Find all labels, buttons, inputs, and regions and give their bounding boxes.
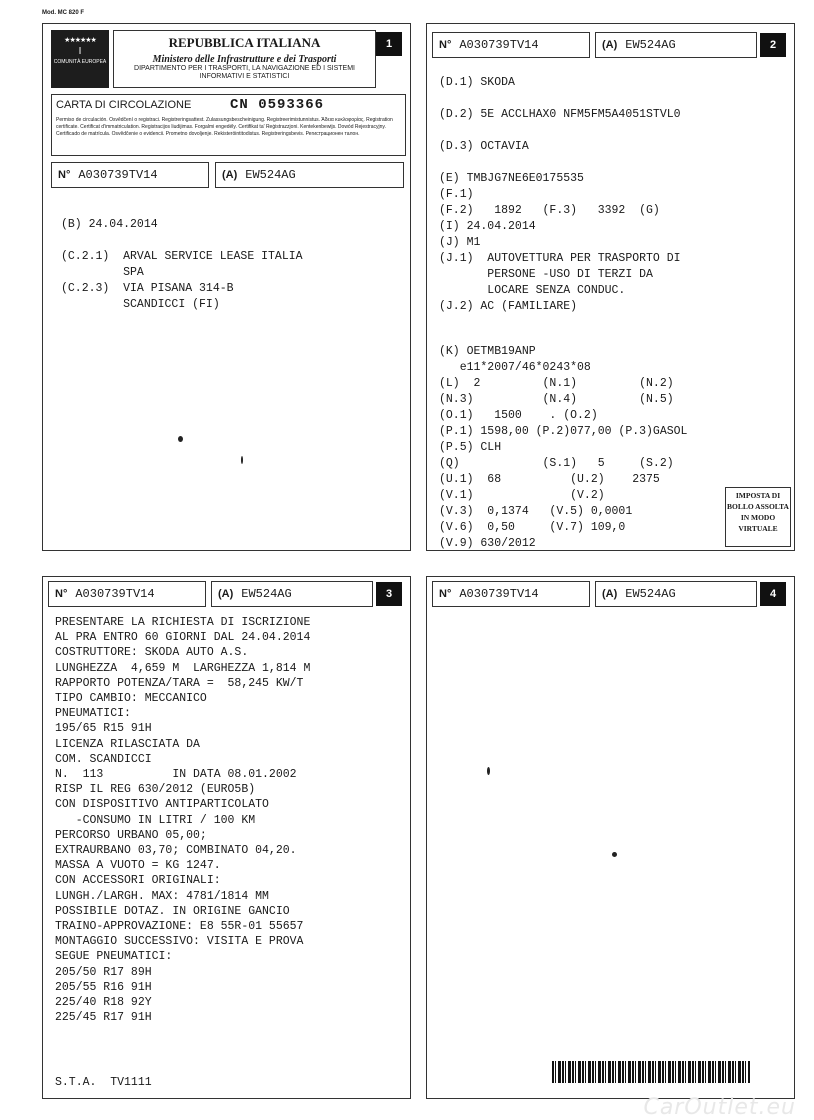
n-box xyxy=(48,581,206,607)
panel-2 xyxy=(426,23,795,551)
barcode xyxy=(552,1061,750,1083)
n-label: N° xyxy=(55,588,68,600)
ministry-title: Ministero delle Infrastrutture e dei Trasporti xyxy=(152,54,337,65)
ink-spot xyxy=(487,767,490,775)
a-value: EW524AG xyxy=(625,38,676,52)
panel-1 xyxy=(42,23,411,551)
a-value: EW524AG xyxy=(245,168,296,182)
panel-number: 2 xyxy=(760,33,786,57)
department-title: DIPARTIMENTO PER I TRASPORTI, LA NAVIGAZIONE ED I SISTEMI INFORMATIVI E STATISTICI xyxy=(134,65,355,80)
vehicle-data-lower: (K) OETMB19ANP e11*2007/46*0243*08 (L) 2 (N.1) (N.2) (N.3) (N.4) (N.5) (O.1) 1500 . (O.2) (P.1) 1598,00 (P.2)077,00 (P.3)GASOL (P.5) CLH (Q) (S.1) 5 (S.2) (U.1) 68 (U.2) 2375 (V.1) (V.2) (V.3) 0,1374 (V.5) 0,0001 (V.6) 0,50 (V.7) 109,0 (V.9) 630/2012 xyxy=(439,345,688,550)
a-box xyxy=(595,581,757,607)
header xyxy=(51,30,378,94)
a-box xyxy=(215,162,404,188)
vehicle-data-upper: (D.1) SKODA (D.2) 5E ACCLHAX0 NFM5FM5A4051STVL0 (D.3) OCTAVIA (E) TMBJG7NE6E0175535 (F.1) (F.2) 1892 (F.3) 3392 (G) (I) 24.04.2014 (J) M1 (J.1) AUTOVETTURA PER TRASPORTO DI PERSONE -USO DI TERZI DA LOCARE SENZA CONDUC. (J.2) AC (FAMILIARE) xyxy=(439,76,681,313)
panel-number: 3 xyxy=(376,582,402,606)
panel-4 xyxy=(426,576,795,1099)
a-label: (A) xyxy=(222,169,238,181)
republic-title: REPUBBLICA ITALIANA xyxy=(168,35,321,50)
n-label: N° xyxy=(439,588,452,600)
a-label: (A) xyxy=(602,39,618,51)
eu-label: COMUNITÀ EUROPEA xyxy=(53,59,107,65)
n-label: N° xyxy=(439,39,452,51)
ink-spot xyxy=(612,852,617,857)
n-box xyxy=(51,162,209,188)
b-line: (B) 24.04.2014 xyxy=(61,218,158,231)
c-lines: (C.2.1) ARVAL SERVICE LEASE ITALIA SPA (C.2.3) VIA PISANA 314-B SCANDICCI (FI) xyxy=(61,250,303,311)
watermark: CarOutlet.eu xyxy=(643,1095,796,1120)
n-label: N° xyxy=(58,169,71,181)
a-box xyxy=(595,32,757,58)
n-value: A030739TV14 xyxy=(459,38,539,52)
panel-number: 4 xyxy=(760,582,786,606)
a-label: (A) xyxy=(218,588,234,600)
n-value: A030739TV14 xyxy=(78,168,158,182)
n-box xyxy=(432,581,590,607)
carta-box xyxy=(51,94,406,156)
ink-spot xyxy=(178,436,183,442)
a-value: EW524AG xyxy=(625,587,676,601)
bollo-stamp: IMPOSTA DI BOLLO ASSOLTA IN MODO VIRTUALE xyxy=(725,487,791,547)
annotations: PRESENTARE LA RICHIESTA DI ISCRIZIONE AL PRA ENTRO 60 GIORNI DAL 24.04.2014 COSTRUTTORE: SKODA AUTO A.S. LUNGHEZZA 4,659 M LARGHEZZA 1,814 M RAPPORTO POTENZA/TARA = 58,245 KW/T TIPO CAMBIO: MECCANICO PNEUMATICI: 195/65 R15 91H LICENZA RILASCIATA DA COM. SCANDICCI N. 113 IN DATA 08.01.2002 RISP IL REG 630/2012 (EURO5B) CON DISPOSITIVO ANTIPARTICOLATO -CONSUMO IN LITRI / 100 KM PERCORSO URBANO 05,00; EXTRAURBANO 03,70; COMBINATO 04,20. MASSA A VUOTO = KG 1247. CON ACCESSORI ORIGINALI: LUNGH./LARGH. MAX: 4781/1814 MM POSSIBILE DOTAZ. IN ORIGINE GANCIO TRAINO-APPROVAZIONE: E8 55R-01 55657 MONTAGGIO SUCCESSIVO: VISITA E PROVA SEGUE PNEUMATICI: 205/50 R17 89H 205/55 R16 91H 225/40 R18 92Y 225/45 R17 91H xyxy=(55,616,311,1025)
a-label: (A) xyxy=(602,588,618,600)
n-value: A030739TV14 xyxy=(459,587,539,601)
sta-footer: S.T.A. TV1111 xyxy=(55,1076,152,1089)
n-value: A030739TV14 xyxy=(75,587,155,601)
eu-code: I xyxy=(78,46,82,57)
carta-label: CARTA DI CIRCOLAZIONE xyxy=(56,99,192,111)
ink-spot xyxy=(241,456,243,464)
model-label: Mod. MC 820 F xyxy=(42,10,85,16)
a-box xyxy=(211,581,373,607)
panel-number: 1 xyxy=(376,32,402,56)
a-value: EW524AG xyxy=(241,587,292,601)
n-box xyxy=(432,32,590,58)
eu-flag xyxy=(51,30,109,88)
eu-stars-icon: ★★★★★★ xyxy=(64,37,96,44)
carta-number: CN 0593366 xyxy=(230,97,325,113)
title-box xyxy=(113,30,376,88)
panel-3 xyxy=(42,576,411,1099)
carta-translations: Permiso de circulación. Osvědčení o registraci. Registreringsattest. Zulassungsbescheinigung. Registreerimistunnistus. Άδεια κυκλοφορίας. Registration certificate. Certificat d'immatriculation. Registracijos liudijimas. Forgalmi engedély. Certifikat ta' Reġistrazzjoni. Kentekenbewijs. Dowód Rejestracyjny. Certificado de matrícula. Osvědčenie o evidencii. Prometno dovoljenje. Rekisteröintitodistus. Registreringsbevis. Регистрационен талон. xyxy=(56,117,393,137)
